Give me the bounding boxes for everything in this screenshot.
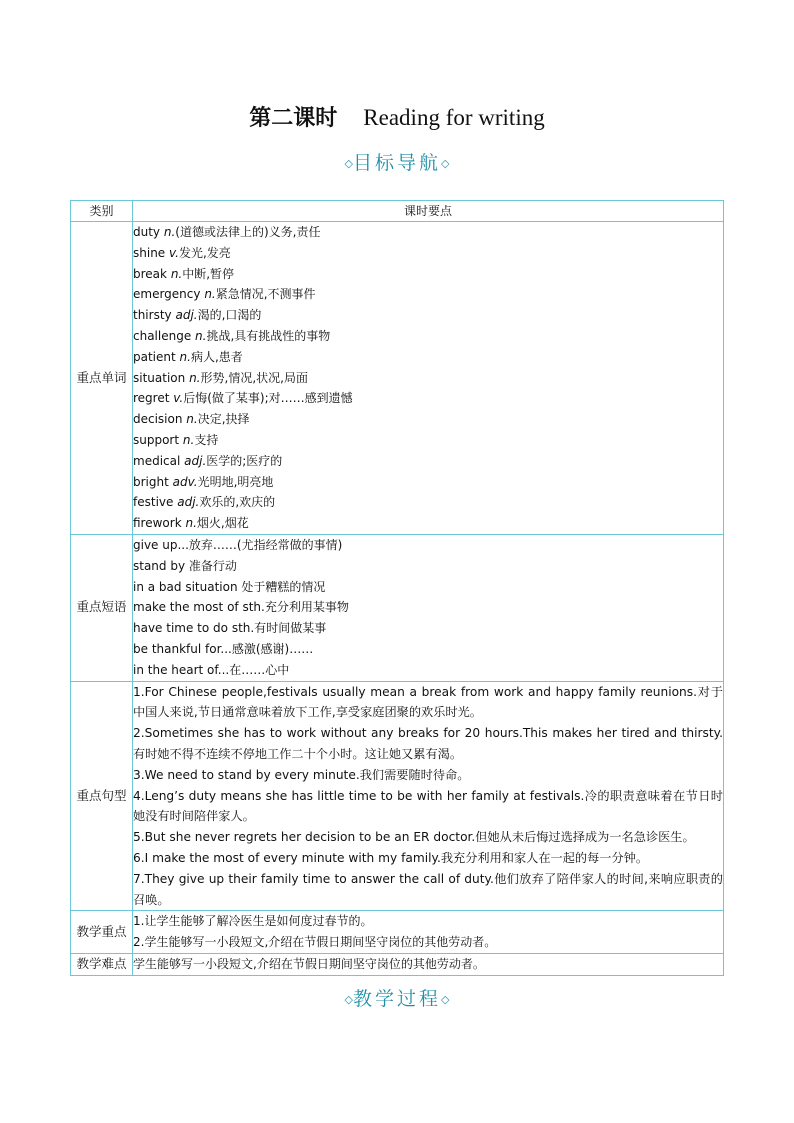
vocabulary-pos: n. <box>182 432 195 447</box>
vocabulary-item <box>133 305 723 326</box>
row-label-phrases: 重点短语 <box>71 534 133 681</box>
vocabulary-item <box>133 368 723 389</box>
vocabulary-pos: adv. <box>172 474 198 489</box>
vocabulary-word: duty <box>133 225 161 239</box>
section-heading-goal-nav <box>0 148 794 175</box>
page-title-cn: 第二课时 <box>249 106 338 131</box>
table-row-sentences <box>71 681 724 911</box>
key-point-item: 2.学生能够写一小段短文,介绍在节假日期间坚守岗位的其他劳动者。 <box>133 935 497 950</box>
sentence-item: 2.Sometimes she has to work without any breaks for 20 hours.This makes her tired and thirsty.有时她不得不连续不停地工作二十个小时。这让她又累有渴。 <box>133 726 723 761</box>
vocabulary-word: decision <box>133 412 183 427</box>
vocabulary-meaning: 形势,情况,状况,局面 <box>200 370 308 385</box>
row-label-difficulties: 教学难点 <box>71 953 133 975</box>
vocabulary-word: situation <box>133 370 186 385</box>
vocabulary-pos: adj. <box>177 495 200 510</box>
vocabulary-pos: n. <box>179 349 191 364</box>
diamond-icon: ◇ <box>441 993 450 1006</box>
header-points: 课时要点 <box>133 201 724 222</box>
key-point-item: 1.让学生能够了解冷医生是如何度过春节的。 <box>133 914 373 929</box>
row-label-sentences: 重点句型 <box>71 681 133 911</box>
vocabulary-item <box>133 513 723 534</box>
page-title-en: Reading for writing <box>363 105 545 130</box>
vocabulary-item <box>133 492 723 513</box>
lesson-outline-table <box>70 200 724 976</box>
sentence-item: 3.We need to stand by every minute.我们需要随时待命。 <box>133 767 470 782</box>
sentence-item: 1.For Chinese people,festivals usually mean a break from work and happy family reunions.对于中国人来说,节日通常意味着放下工作,享受家庭团聚的欢乐时光。 <box>133 684 723 720</box>
vocabulary-pos: n. <box>189 370 201 385</box>
vocabulary-pos: v. <box>173 391 184 406</box>
vocabulary-word: patient <box>133 349 176 364</box>
table-row-difficulties <box>71 953 724 975</box>
sentence-item: 7.They give up their family time to answer the call of duty.他们放弃了陪伴家人的时间,来响应职责的召唤。 <box>133 871 723 907</box>
sentence-item: 4.Leng’s duty means she has little time to be with her family at festivals.冷的职责意味着在节日时她没有时间陪伴家人。 <box>133 788 723 824</box>
table-row-vocabulary <box>71 222 724 535</box>
vocabulary-meaning: 后悔(做了某事);对……感到遗憾 <box>183 391 353 406</box>
vocabulary-item <box>133 451 723 472</box>
vocabulary-meaning: 支持 <box>194 432 219 447</box>
vocabulary-pos: n. <box>185 516 197 531</box>
row-label-key-points: 教学重点 <box>71 911 133 954</box>
diamond-icon: ◇ <box>441 157 450 170</box>
phrase-item: stand by 准备行动 <box>133 558 237 573</box>
vocabulary-word: challenge <box>133 328 192 343</box>
vocabulary-meaning: 病人,患者 <box>190 349 243 364</box>
table-row-phrases <box>71 534 724 681</box>
table-header-row <box>71 201 724 222</box>
vocabulary-meaning: 中断,暂停 <box>182 266 235 281</box>
vocabulary-pos: adj. <box>175 308 198 323</box>
phrase-item: make the most of sth.充分利用某事物 <box>133 600 349 615</box>
vocabulary-item <box>133 430 723 451</box>
vocabulary-meaning: 挑战,具有挑战性的事物 <box>206 328 331 343</box>
vocabulary-item <box>133 264 723 285</box>
sentence-list <box>133 681 724 911</box>
phrase-item: give up...放弃……(尤指经常做的事情) <box>133 537 343 552</box>
vocabulary-word: thirsty <box>133 308 172 323</box>
section-heading-teaching-process-label: 教学过程 <box>352 988 441 1010</box>
vocabulary-word: regret <box>133 391 170 406</box>
vocabulary-meaning: 医学的;医疗的 <box>206 453 283 468</box>
vocabulary-item <box>133 284 723 305</box>
page-title <box>0 102 794 135</box>
section-heading-teaching-process <box>0 984 794 1011</box>
diamond-icon: ◇ <box>344 157 353 170</box>
header-category: 类别 <box>71 201 133 222</box>
vocabulary-meaning: 发光,发亮 <box>178 245 231 260</box>
vocabulary-list <box>133 222 724 535</box>
vocabulary-word: emergency <box>133 287 201 302</box>
vocabulary-meaning: 决定,抉择 <box>197 412 250 427</box>
vocabulary-word: firework <box>133 516 182 531</box>
vocabulary-pos: n. <box>204 287 216 302</box>
phrase-item: have time to do sth.有时间做某事 <box>133 621 327 636</box>
section-heading-goal-nav-label: 目标导航 <box>352 152 441 174</box>
row-label-vocabulary: 重点单词 <box>71 222 133 535</box>
sentence-item: 5.But she never regrets her decision to be an ER doctor.但她从未后悔过选择成为一名急诊医生。 <box>133 830 695 845</box>
vocabulary-meaning: 欢乐的,欢庆的 <box>199 495 276 510</box>
phrase-item: in the heart of...在……心中 <box>133 662 290 677</box>
vocabulary-meaning: 渴的,口渴的 <box>197 308 262 323</box>
vocabulary-pos: n. <box>170 266 183 281</box>
vocabulary-item <box>133 409 723 430</box>
vocabulary-meaning: 烟火,烟花 <box>196 516 249 531</box>
vocabulary-meaning: 光明地,明亮地 <box>197 474 274 489</box>
vocabulary-word: break <box>133 266 167 281</box>
vocabulary-pos: n. <box>163 225 176 239</box>
vocabulary-item <box>133 326 723 347</box>
table-row-key-points <box>71 911 724 954</box>
vocabulary-item <box>133 243 723 264</box>
vocabulary-word: festive <box>133 495 174 510</box>
vocabulary-pos: adj. <box>184 453 207 468</box>
vocabulary-word: bright <box>133 474 169 489</box>
phrase-item: be thankful for...感激(感谢)…… <box>133 641 314 656</box>
phrase-item: in a bad situation 处于糟糕的情况 <box>133 579 326 594</box>
vocabulary-item <box>133 388 723 409</box>
phrase-list <box>133 534 724 681</box>
vocabulary-word: support <box>133 432 180 447</box>
difficulties-text: 学生能够写一小段短文,介绍在节假日期间坚守岗位的其他劳动者。 <box>133 953 724 975</box>
vocabulary-item <box>133 472 723 493</box>
vocabulary-meaning: 紧急情况,不测事件 <box>215 287 316 302</box>
vocabulary-item <box>133 347 723 368</box>
key-points-list <box>133 911 724 954</box>
vocabulary-pos: n. <box>195 328 207 343</box>
vocabulary-word: shine <box>133 245 166 260</box>
vocabulary-word: medical <box>133 453 181 468</box>
vocabulary-meaning: (道德或法律上的)义务,责任 <box>175 225 321 239</box>
vocabulary-item <box>133 222 723 243</box>
diamond-icon: ◇ <box>344 993 353 1006</box>
sentence-item: 6.I make the most of every minute with my family.我充分利用和家人在一起的每一分钟。 <box>133 850 649 865</box>
vocabulary-pos: n. <box>186 412 198 427</box>
vocabulary-pos: v. <box>169 245 179 260</box>
